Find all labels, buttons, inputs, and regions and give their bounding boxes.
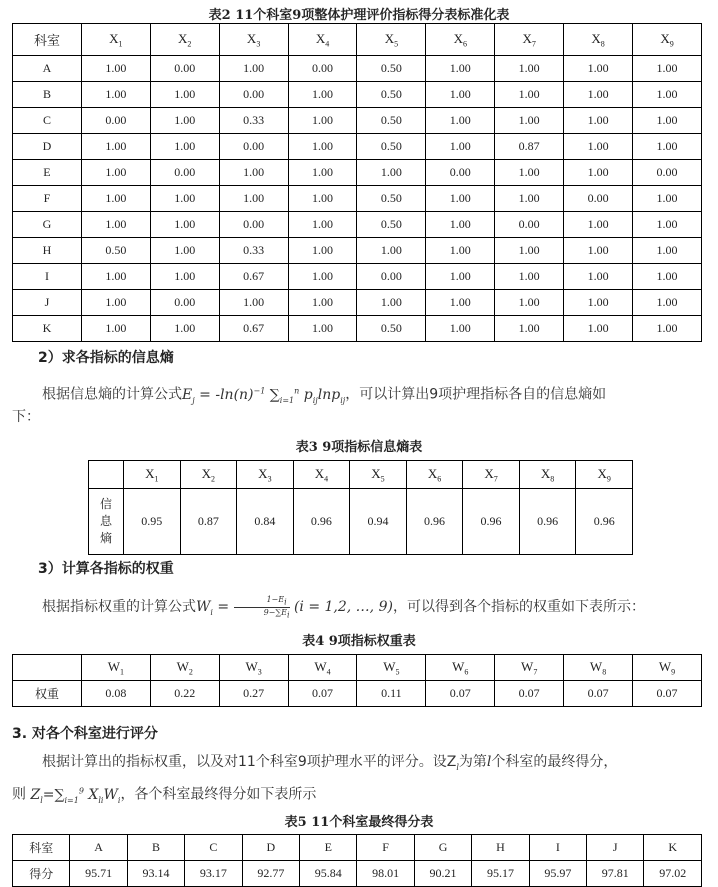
table-cell: 1.00 [495, 82, 564, 108]
table-cell: 1.00 [150, 264, 219, 290]
table-cell: 1.00 [81, 186, 150, 212]
table-row [13, 82, 702, 108]
table-cell: 1.00 [564, 160, 633, 186]
table-cell: 0.00 [495, 212, 564, 238]
table-cell: 1.00 [426, 186, 495, 212]
table-cell: 0.11 [357, 681, 426, 707]
table-cell: 0.00 [564, 186, 633, 212]
table-cell: 0.00 [288, 56, 357, 82]
table-cell: 0.50 [81, 238, 150, 264]
table-cell: 1.00 [426, 290, 495, 316]
table5-header-row [13, 835, 702, 861]
table-cell: 0.08 [81, 681, 150, 707]
table-cell: 1.00 [219, 290, 288, 316]
table3-header-cell: $X_4$ [293, 461, 350, 489]
table-cell: 1.00 [426, 264, 495, 290]
table-cell: 0.00 [81, 108, 150, 134]
table-cell: 1.00 [288, 82, 357, 108]
table-cell: 0.50 [357, 212, 426, 238]
table-cell: 0.95 [124, 489, 181, 555]
table-cell: 0.87 [495, 134, 564, 160]
table3 [88, 460, 633, 555]
table-cell: 1.00 [564, 134, 633, 160]
table2 [12, 23, 702, 342]
table-cell: 97.02 [644, 861, 702, 887]
table-cell: 1.00 [564, 212, 633, 238]
line1-text-b: 为第 [458, 754, 487, 770]
table-cell: 0.50 [357, 134, 426, 160]
table-cell: 1.00 [81, 212, 150, 238]
table-row [89, 489, 633, 555]
table-cell: 1.00 [150, 108, 219, 134]
table5-header-cell: F [357, 835, 414, 861]
table4-header-cell: $W_3$ [219, 655, 288, 681]
table5-header-cell: D [242, 835, 299, 861]
table3-header-cell: $X_5$ [350, 461, 407, 489]
row-label-cell: A [13, 56, 82, 82]
table-cell: 1.00 [564, 316, 633, 342]
table2-header-cell: $X_8$ [564, 24, 633, 56]
table-row [13, 134, 702, 160]
table-cell: 1.00 [633, 186, 702, 212]
table-cell: 95.97 [529, 861, 586, 887]
table-cell: 1.00 [288, 160, 357, 186]
table-cell: 1.00 [288, 134, 357, 160]
table5-header-cell: J [587, 835, 644, 861]
row-label-cell: K [13, 316, 82, 342]
table4-header-row [13, 655, 702, 681]
table-cell: 0.33 [219, 108, 288, 134]
table-row [13, 238, 702, 264]
table-cell: 1.00 [633, 212, 702, 238]
table-cell: 1.00 [357, 290, 426, 316]
table5-caption: 表5 11个科室最终得分表 [284, 815, 434, 830]
table3-header-cell: $X_6$ [406, 461, 463, 489]
table-cell: 1.00 [81, 160, 150, 186]
table-cell: 0.84 [237, 489, 294, 555]
table-row [13, 160, 702, 186]
table-cell: 0.00 [219, 134, 288, 160]
table-cell: 1.00 [288, 212, 357, 238]
table4 [12, 654, 702, 707]
table-cell: 1.00 [426, 212, 495, 238]
table-cell: 1.00 [288, 238, 357, 264]
table-cell: 0.96 [406, 489, 463, 555]
table-cell: 0.00 [150, 290, 219, 316]
weight-formula: $W_i$ = $\frac{1-E_i}{9-\sum E_i}$ (i = 1,2, …, 9) [196, 594, 393, 620]
table4-header-cell: $W_6$ [426, 655, 495, 681]
table-cell: 1.00 [564, 108, 633, 134]
row-label-cell: D [13, 134, 82, 160]
table-cell: 1.00 [633, 316, 702, 342]
table-cell: 97.81 [587, 861, 644, 887]
table-cell: 1.00 [357, 238, 426, 264]
table-cell: 0.94 [350, 489, 407, 555]
table-cell: 1.00 [564, 290, 633, 316]
row-label-cell: F [13, 186, 82, 212]
table3-header-cell: $X_9$ [576, 461, 633, 489]
table-cell: 1.00 [150, 186, 219, 212]
table-cell: 1.00 [495, 238, 564, 264]
table-cell: 1.00 [426, 56, 495, 82]
table-row [13, 316, 702, 342]
table-cell: 98.01 [357, 861, 414, 887]
table-cell: 1.00 [495, 264, 564, 290]
score-formula: $Z_l=\sum_{i=1}^9$ $X_{li}W_i$ [30, 786, 121, 805]
table-cell: 0.96 [576, 489, 633, 555]
table4-header-cell: $W_9$ [633, 655, 702, 681]
table5-header-cell: C [185, 835, 242, 861]
table-cell: 0.33 [219, 238, 288, 264]
table2-header-cell: $X_6$ [426, 24, 495, 56]
table-cell: 93.14 [127, 861, 184, 887]
line1-text-a: 根据计算出的指标权重，以及对11个科室9项护理水平的评分。设Z [42, 754, 457, 770]
table5-header-cell: A [70, 835, 127, 861]
row-label-cell: G [13, 212, 82, 238]
table-cell: 1.00 [426, 316, 495, 342]
table-row [13, 108, 702, 134]
table-cell: 90.21 [414, 861, 471, 887]
table-cell: 0.22 [150, 681, 219, 707]
table-cell: 1.00 [81, 82, 150, 108]
table5-header-cell: E [300, 835, 357, 861]
table3-header-cell: $X_7$ [463, 461, 520, 489]
table-cell: 0.00 [633, 160, 702, 186]
table-cell: 1.00 [288, 108, 357, 134]
table-cell: 0.50 [357, 186, 426, 212]
main-section-3-line1 [12, 749, 712, 781]
table-cell: 95.84 [300, 861, 357, 887]
table-cell: 0.50 [357, 108, 426, 134]
table2-header-cell: $X_2$ [150, 24, 219, 56]
table-cell: 1.00 [150, 238, 219, 264]
table-cell: 0.00 [426, 160, 495, 186]
table-row [13, 186, 702, 212]
row-label-cell: C [13, 108, 82, 134]
table-cell: 1.00 [633, 108, 702, 134]
table3-header-cell: $X_1$ [124, 461, 181, 489]
row-label-cell: H [13, 238, 82, 264]
main-section-3-line2 [12, 778, 712, 813]
table-cell: 0.07 [288, 681, 357, 707]
table-cell: 0.67 [219, 316, 288, 342]
table-cell: 1.00 [150, 82, 219, 108]
table2-header-cell: $X_5$ [357, 24, 426, 56]
table-cell: 0.27 [219, 681, 288, 707]
row-label-cell: J [13, 290, 82, 316]
table-row [13, 212, 702, 238]
section-2-heading: 2）求各指标的信息熵 [38, 350, 174, 366]
row-label-cell: 权重 [13, 681, 82, 707]
table-cell: 0.00 [150, 56, 219, 82]
table-row [13, 264, 702, 290]
table2-caption: 表2 11个科室9项整体护理评价指标得分表标准化表 [208, 8, 510, 23]
table-cell: 1.00 [633, 82, 702, 108]
table-cell: 0.00 [219, 82, 288, 108]
table-cell: 1.00 [564, 82, 633, 108]
table-cell: 0.96 [519, 489, 576, 555]
section-2-text-after: ，可以计算出9项护理指标各自的信息熵如 [345, 386, 607, 403]
line1-sub: l [456, 762, 459, 772]
line2-text-b: ，各个科室最终得分如下表所示 [120, 786, 317, 803]
table3-header-cell [89, 461, 124, 489]
table-cell: 1.00 [633, 264, 702, 290]
table5-header-cell: 科室 [13, 835, 70, 861]
table-cell: 0.87 [180, 489, 237, 555]
table4-header-cell: $W_5$ [357, 655, 426, 681]
table5-header-cell: I [529, 835, 586, 861]
section-3-paragraph [12, 594, 712, 626]
table4-header-cell [13, 655, 82, 681]
table-cell: 1.00 [564, 238, 633, 264]
table-cell: 1.00 [495, 108, 564, 134]
table-cell: 1.00 [288, 186, 357, 212]
row-label-cell: 信息熵 [89, 489, 124, 555]
row-label-cell: E [13, 160, 82, 186]
table2-header-row [13, 24, 702, 56]
table-row [13, 290, 702, 316]
line2-text-a: 则 [12, 786, 26, 803]
table3-header-cell: $X_8$ [519, 461, 576, 489]
table-cell: 1.00 [633, 134, 702, 160]
table3-header-row [89, 461, 633, 489]
table2-header-cell: $X_4$ [288, 24, 357, 56]
table-cell: 1.00 [219, 186, 288, 212]
table-cell: 0.96 [463, 489, 520, 555]
table4-caption: 表4 9项指标权重表 [302, 634, 416, 649]
table-cell: 0.07 [564, 681, 633, 707]
table5 [12, 834, 702, 887]
table-cell: 0.50 [357, 82, 426, 108]
table4-header-cell: $W_4$ [288, 655, 357, 681]
table2-header-cell: $X_9$ [633, 24, 702, 56]
row-label-cell: B [13, 82, 82, 108]
table-cell: 0.07 [633, 681, 702, 707]
table5-header-cell: B [127, 835, 184, 861]
table-cell: 95.17 [472, 861, 529, 887]
table-cell: 0.67 [219, 264, 288, 290]
table-cell: 1.00 [633, 290, 702, 316]
table-cell: 1.00 [219, 56, 288, 82]
table-cell: 1.00 [426, 108, 495, 134]
table-cell: 1.00 [81, 316, 150, 342]
table5-header-cell: K [644, 835, 702, 861]
section-3-text-after: ，可以得到各个指标的权重如下表所示： [392, 599, 645, 615]
table-cell: 1.00 [81, 290, 150, 316]
table-cell: 1.00 [564, 264, 633, 290]
table-cell: 0.50 [357, 56, 426, 82]
line1-text-c: 个科室的最终得分， [491, 754, 618, 770]
table-cell: 0.07 [495, 681, 564, 707]
table-cell: 0.00 [219, 212, 288, 238]
table2-header-cell: $X_7$ [495, 24, 564, 56]
row-label-cell: 得分 [13, 861, 70, 887]
table-cell: 1.00 [495, 290, 564, 316]
table-cell: 1.00 [81, 264, 150, 290]
table-cell: 93.17 [185, 861, 242, 887]
table-cell: 1.00 [288, 264, 357, 290]
table-cell: 0.00 [357, 264, 426, 290]
table-cell: 1.00 [495, 186, 564, 212]
table2-header-cell: $X_1$ [81, 24, 150, 56]
table3-caption: 表3 9项指标信息熵表 [295, 440, 423, 455]
table5-header-cell: H [472, 835, 529, 861]
table-cell: 1.00 [633, 238, 702, 264]
table-cell: 0.50 [357, 316, 426, 342]
section-3-text-before: 根据指标权重的计算公式 [42, 599, 196, 615]
table-cell: 1.00 [150, 316, 219, 342]
table-cell: 1.00 [495, 316, 564, 342]
main-section-3-heading: 3. 对各个科室进行评分 [12, 726, 158, 742]
table4-header-cell: $W_1$ [81, 655, 150, 681]
table-cell: 1.00 [81, 134, 150, 160]
table-cell: 92.77 [242, 861, 299, 887]
table-cell: 0.96 [293, 489, 350, 555]
table-cell: 1.00 [150, 134, 219, 160]
table-cell: 1.00 [219, 160, 288, 186]
table-cell: 1.00 [426, 134, 495, 160]
section-2-line2: 下： [12, 409, 40, 425]
table-row [13, 861, 702, 887]
table4-header-cell: $W_2$ [150, 655, 219, 681]
table-cell: 1.00 [495, 56, 564, 82]
table-cell: 1.00 [81, 56, 150, 82]
table2-header-cell: $X_3$ [219, 24, 288, 56]
table3-header-cell: $X_3$ [237, 461, 294, 489]
table-row [13, 681, 702, 707]
line1-italic: l [486, 754, 492, 770]
table-cell: 1.00 [357, 160, 426, 186]
section-3-heading: 3）计算各指标的权重 [38, 561, 174, 577]
entropy-formula: $E_j = -\ln(n)^{-1}$ $\sum_{i=1}^n$ $p_{ij}\ln p_{ij}$ [182, 386, 346, 405]
table-cell: 0.00 [150, 160, 219, 186]
table-cell: 1.00 [495, 160, 564, 186]
table-cell: 1.00 [633, 56, 702, 82]
table-cell: 95.71 [70, 861, 127, 887]
table4-header-cell: $W_8$ [564, 655, 633, 681]
table5-header-cell: G [414, 835, 471, 861]
table2-header-cell: 科室 [13, 24, 82, 56]
table-cell: 1.00 [288, 316, 357, 342]
table-cell: 0.07 [426, 681, 495, 707]
section-2-text-before: 根据信息熵的计算公式 [42, 386, 182, 403]
table-cell: 1.00 [288, 290, 357, 316]
table-cell: 1.00 [426, 82, 495, 108]
table-cell: 1.00 [426, 238, 495, 264]
table4-header-cell: $W_7$ [495, 655, 564, 681]
table-cell: 1.00 [150, 212, 219, 238]
row-label-cell: I [13, 264, 82, 290]
table-cell: 1.00 [564, 56, 633, 82]
table-row [13, 56, 702, 82]
table3-header-cell: $X_2$ [180, 461, 237, 489]
